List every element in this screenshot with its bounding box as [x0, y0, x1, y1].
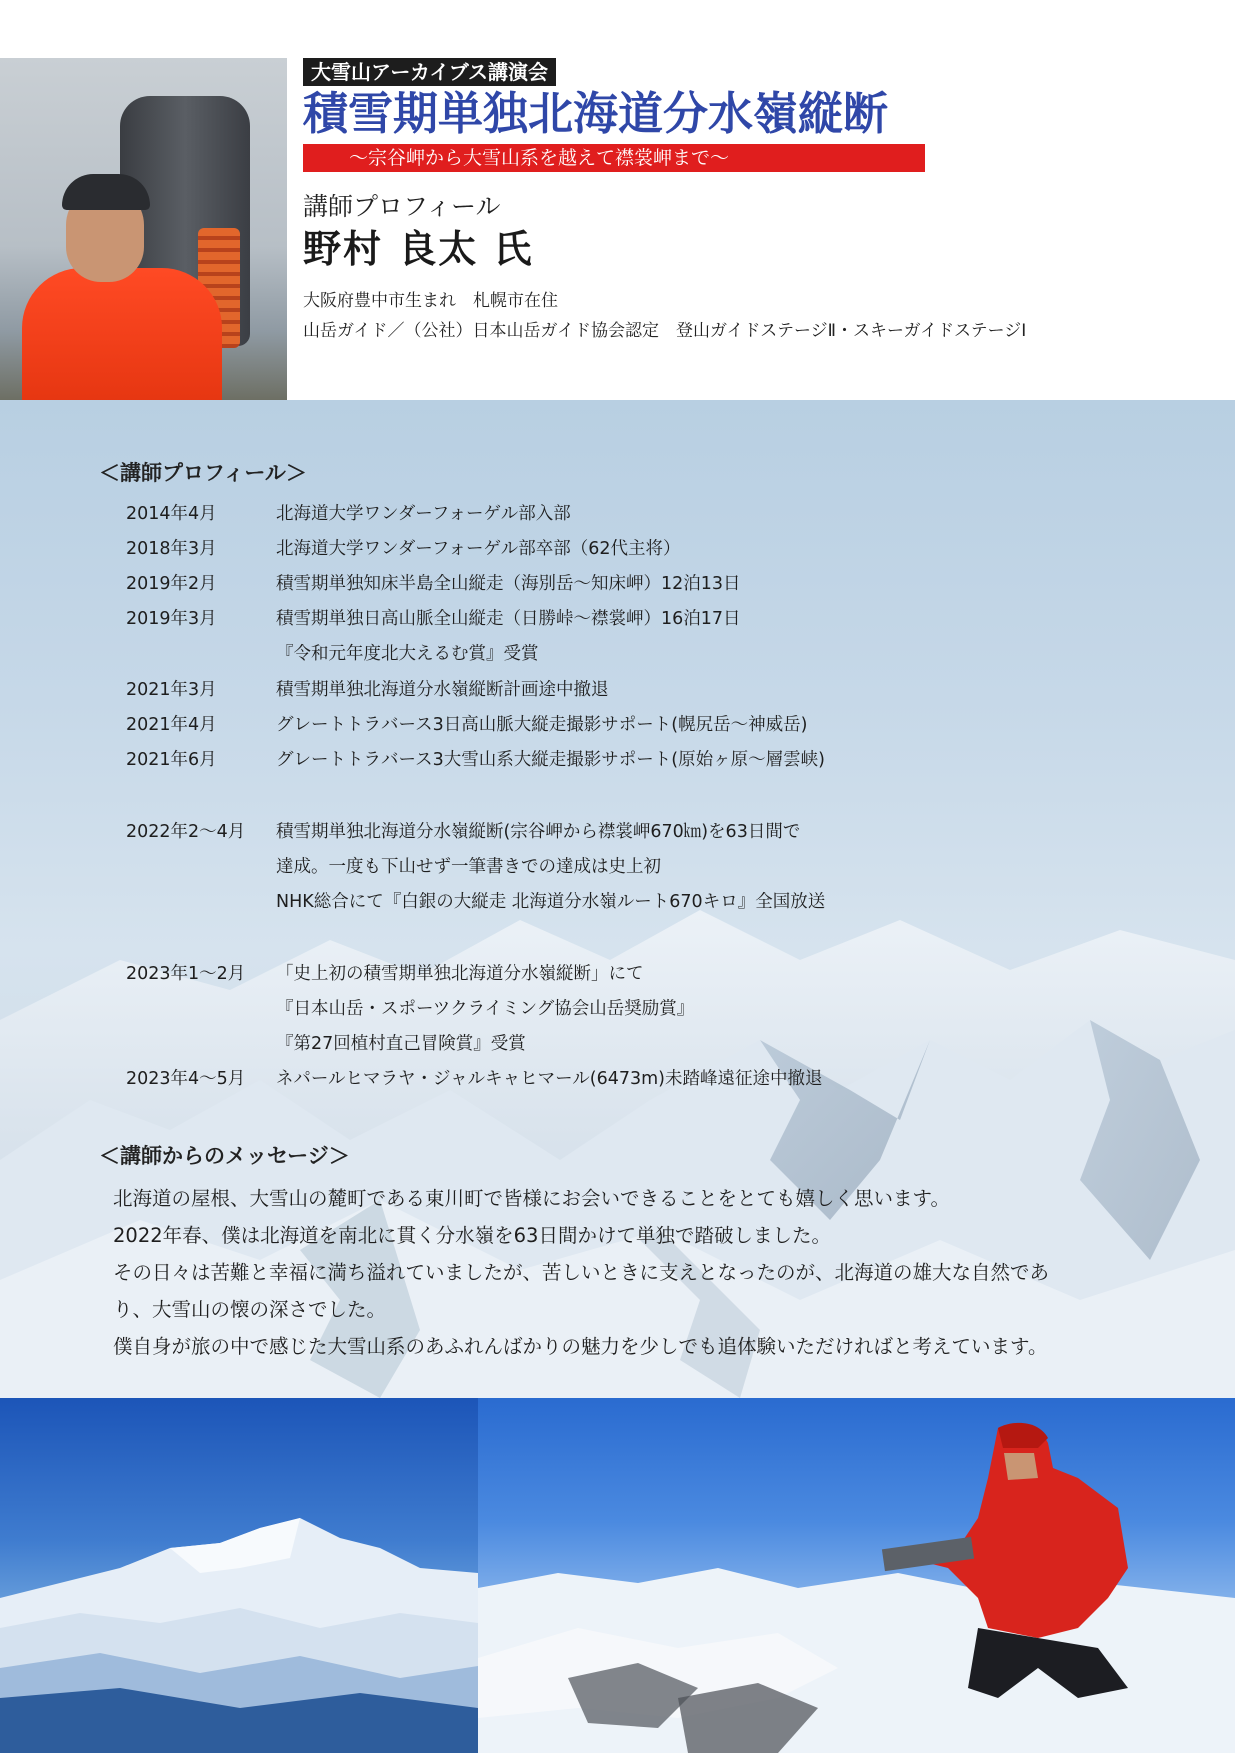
timeline-text: ネパールヒマラヤ・ジャルキャヒマール(6473m)未踏峰遠征途中撤退 [276, 1069, 823, 1089]
header-text-block [303, 58, 1203, 346]
timeline-row [126, 676, 609, 701]
lecturer-portrait-photo [0, 58, 287, 400]
timeline-date: 2021年3月 [126, 680, 217, 700]
timeline-text: 積雪期単独北海道分水嶺縦断(宗谷岬から襟裳岬670㎞)を63日間で [276, 822, 801, 842]
timeline-row [126, 888, 825, 913]
timeline-row [126, 711, 807, 736]
timeline-text: 達成。一度も下山せず一筆書きでの達成は史上初 [276, 857, 661, 877]
timeline-row [126, 570, 741, 595]
timeline-row [126, 960, 644, 985]
timeline-date: 2019年2月 [126, 574, 217, 594]
timeline-row [126, 535, 680, 560]
timeline-date: 2022年2～4月 [126, 822, 246, 842]
timeline-row [126, 746, 825, 771]
message-section-heading: ＜講師からのメッセージ＞ [99, 1144, 350, 1168]
profile-content [0, 400, 1235, 1398]
timeline-row [126, 853, 661, 878]
message-line: 2022年春、僕は北海道を南北に貫く分水嶺を63日間かけて単独で踏破しました。 [113, 1224, 831, 1247]
timeline-text: 北海道大学ワンダーフォーゲル部入部 [276, 504, 571, 524]
timeline-text: 「史上初の積雪期単独北海道分水嶺縦断」にて [276, 964, 644, 984]
daisetsuzan-aerial-photo [0, 1398, 478, 1753]
timeline-text: 『第27回植村直己冒険賞』受賞 [276, 1034, 526, 1054]
message-line: その日々は苦難と幸福に満ち溢れていましたが、苦しいときに支えとなったのが、北海道の雄大な自然であ [113, 1261, 1050, 1284]
timeline-row [126, 818, 800, 843]
info-qualifications: 山岳ガイド／（公社）日本山岳ガイド協会認定 登山ガイドステージⅡ・スキーガイドステージⅠ [303, 321, 1027, 341]
timeline-date: 2023年4～5月 [126, 1069, 246, 1089]
timeline-row [126, 1030, 526, 1055]
message-line: 北海道の屋根、大雪山の麓町である東川町で皆様にお会いできることをとても嬉しく思います。 [113, 1187, 950, 1210]
timeline-date: 2018年3月 [126, 539, 217, 559]
main-title: 積雪期単独北海道分水嶺縦断 [303, 87, 889, 140]
timeline-text: 北海道大学ワンダーフォーゲル部卒部（62代主将） [276, 539, 681, 559]
timeline-text: グレートトラバース3大雪山系大縦走撮影サポート(原始ヶ原～層雲峡) [276, 750, 825, 770]
message-line: り、大雪山の懐の深さでした。 [113, 1298, 387, 1321]
timeline-text: 積雪期単独日高山脈全山縦走（日勝峠～襟裳岬）16泊17日 [276, 609, 741, 629]
message-line: 僕自身が旅の中で感じた大雪山系のあふれんばかりの魅力を少しでも追体験いただければと考えています。 [113, 1335, 1048, 1358]
cap-shape [62, 174, 150, 210]
timeline-row [126, 605, 741, 630]
timeline-text: 積雪期単独知床半島全山縦走（海別岳～知床岬）12泊13日 [276, 574, 741, 594]
timeline-date: 2023年1～2月 [126, 964, 246, 984]
red-jacket-shape [22, 268, 222, 400]
timeline-date: 2021年6月 [126, 750, 217, 770]
timeline-text: 積雪期単独北海道分水嶺縦断計画途中撤退 [276, 680, 609, 700]
timeline-text: 『令和元年度北大えるむ賞』受賞 [276, 644, 539, 664]
timeline-text: グレートトラバース3日高山脈大縦走撮影サポート(幌尻岳～神威岳) [276, 715, 808, 735]
summit-climber-photo [478, 1398, 1235, 1753]
timeline-date: 2021年4月 [126, 715, 217, 735]
profile-section-heading: ＜講師プロフィール＞ [99, 461, 307, 485]
timeline-row [126, 640, 539, 665]
series-tag: 大雪山アーカイブス講演会 [303, 58, 556, 86]
profile-heading: 講師プロフィール [303, 192, 501, 221]
timeline-date: 2014年4月 [126, 504, 217, 524]
timeline-text: NHK総合にて『白銀の大縦走 北海道分水嶺ルート670キロ』全国放送 [276, 892, 826, 912]
subtitle-bar: ～宗谷岬から大雪山系を越えて襟裳岬まで～ [303, 144, 925, 172]
timeline-date: 2019年3月 [126, 609, 217, 629]
timeline-row [126, 500, 571, 525]
timeline-text: 『日本山岳・スポーツクライミング協会山岳奨励賞』 [276, 999, 695, 1019]
snowy-peaks-illustration [0, 1398, 478, 1753]
info-birthplace: 大阪府豊中市生まれ 札幌市在住 [303, 291, 558, 311]
timeline-row [126, 995, 694, 1020]
timeline-row [126, 1065, 823, 1090]
lecturer-name: 野村 良太 氏 [303, 227, 534, 271]
summit-illustration [478, 1398, 1235, 1753]
